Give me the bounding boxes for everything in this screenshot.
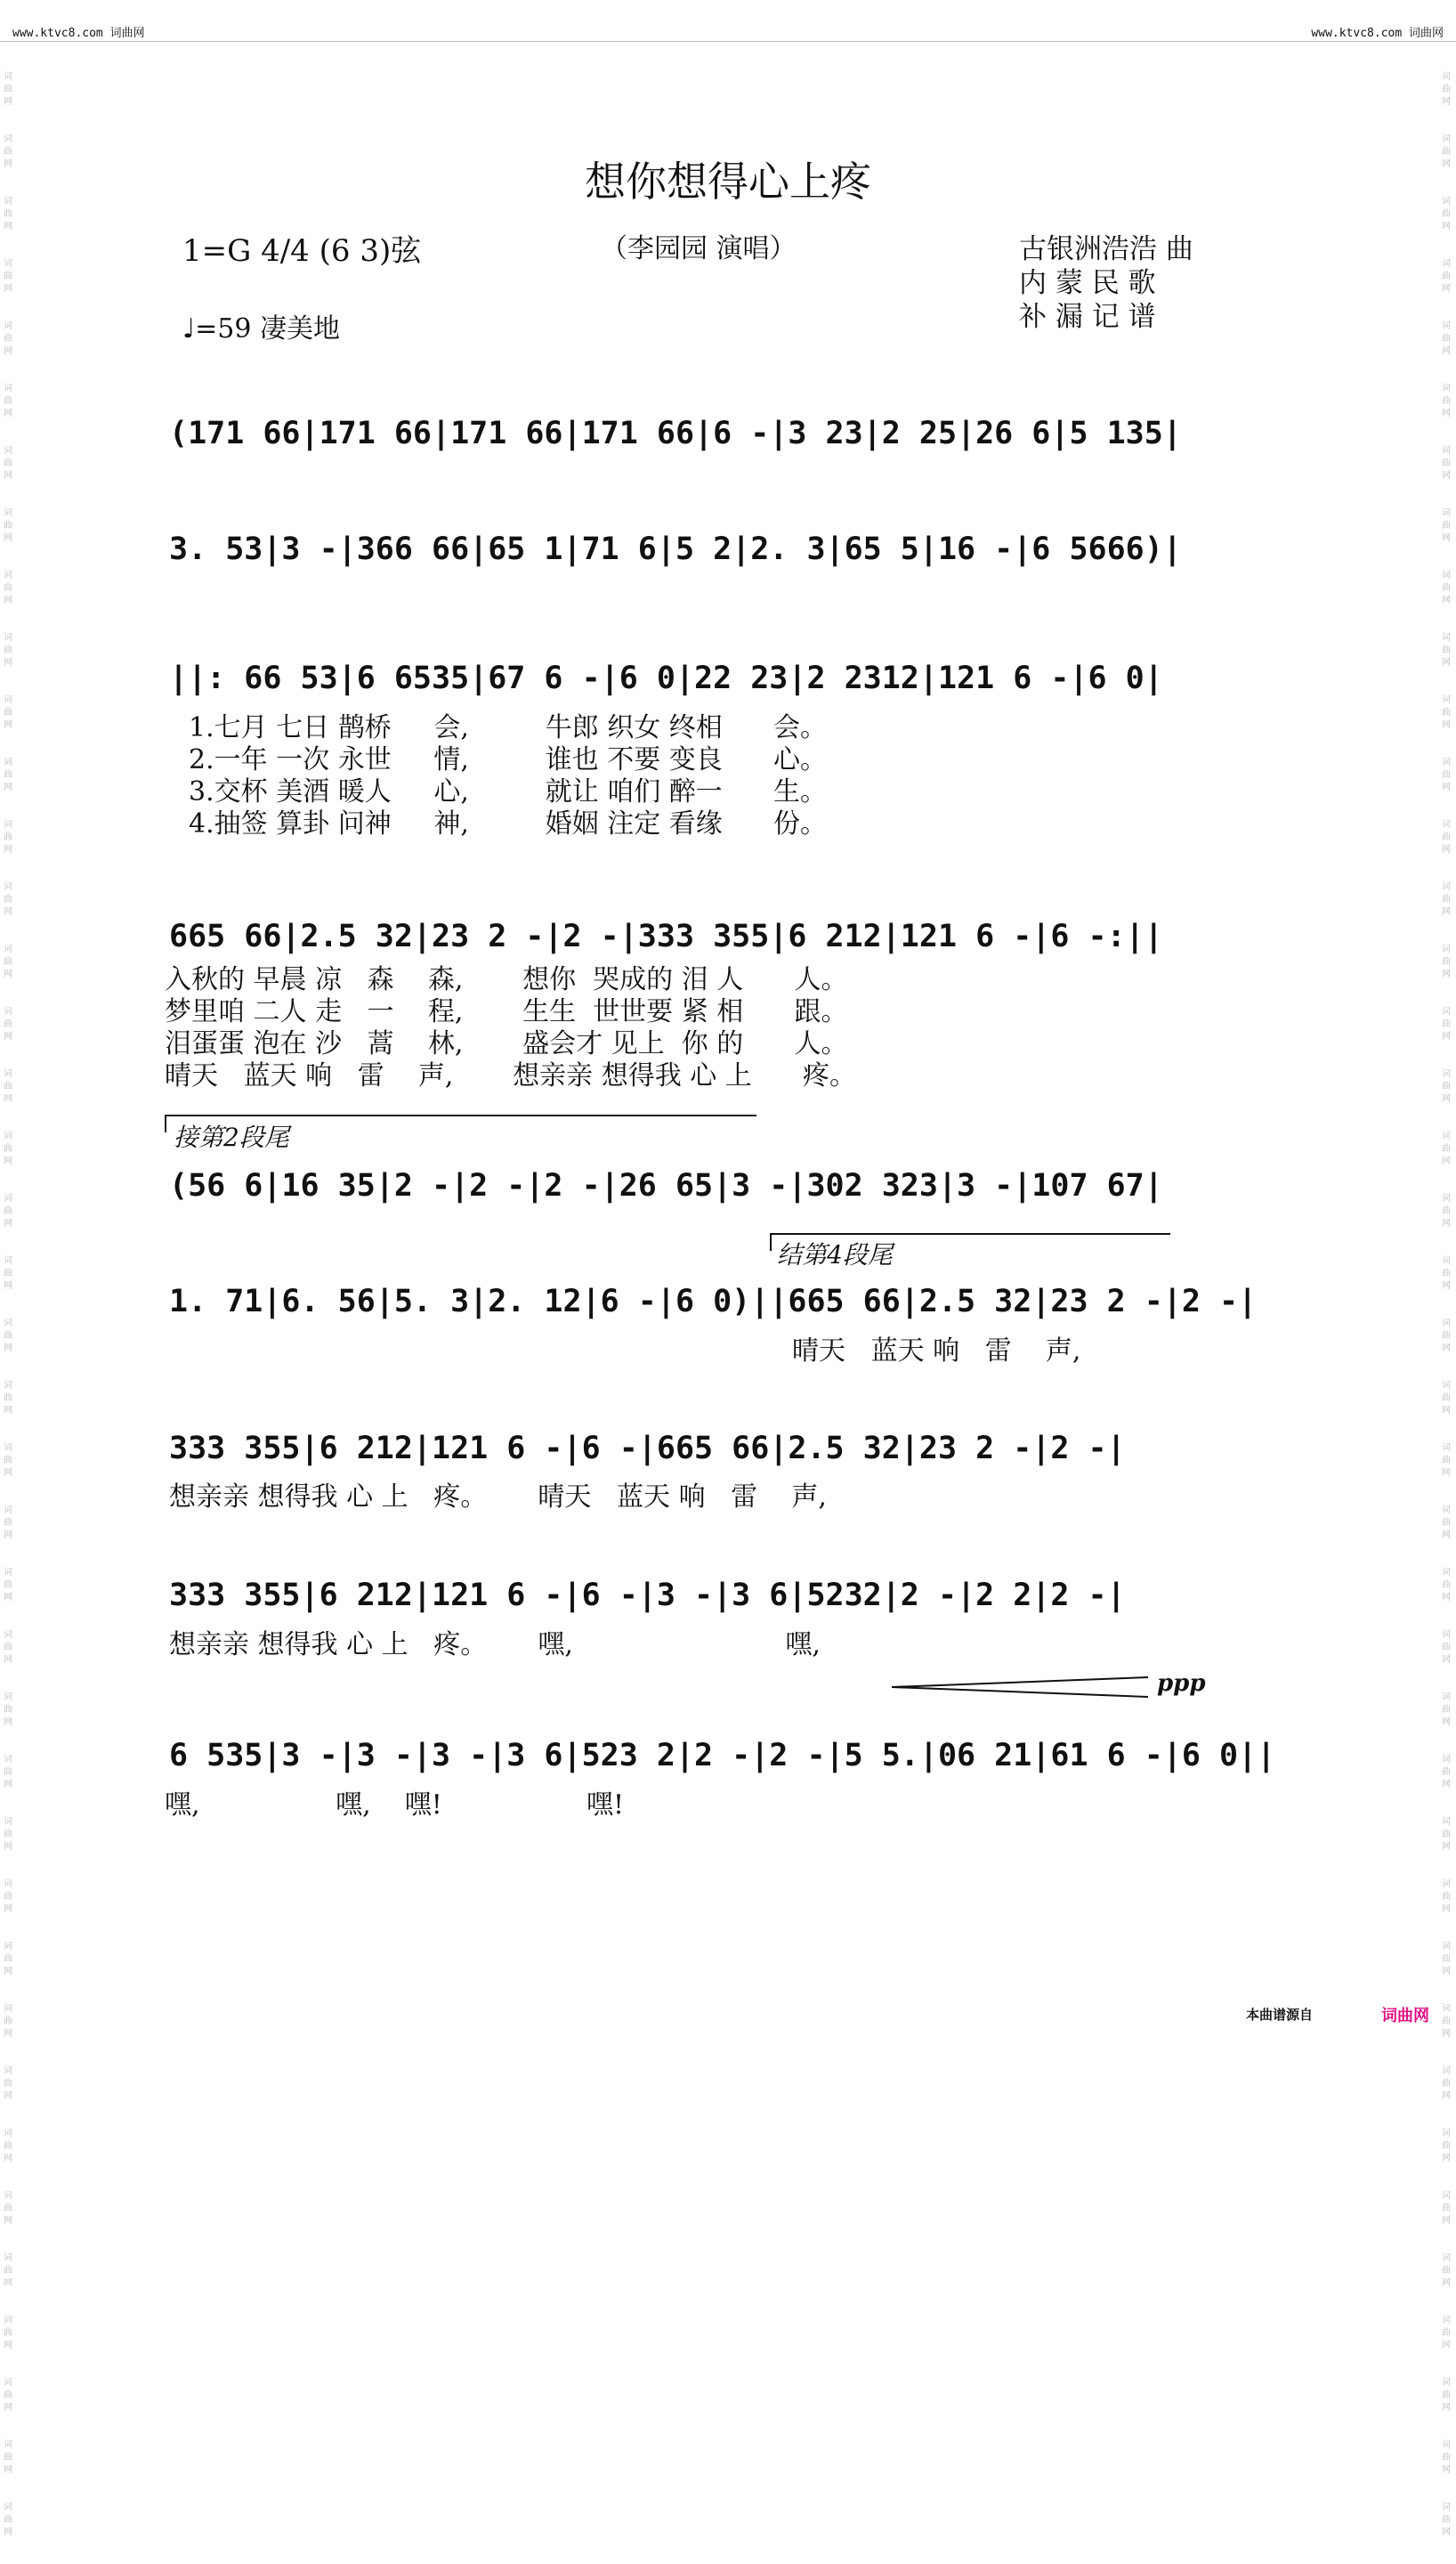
lyric-line-6: 晴天 蓝天 响 雷 声, (792, 1335, 1081, 1367)
verse1-line4: 4.抽签 算卦 问神 神, 婚姻 注定 看缘 份。 (189, 808, 828, 840)
side-watermark-right: 词 曲 网 词 曲 网 词 曲 网 词 曲 网 词 曲 网 词 曲 网 词 曲 网 词 曲 网 词 曲 网 词 曲 网 词 曲 网 词 曲 网 词 曲 网 词 曲 网 词 曲 网 词 曲 网 词 曲 网 词 曲 网 词 曲 网 词 曲 网 词 曲 网 词 曲 网 词 曲 网 词 曲 网 词 曲 网 词 曲 网 词 曲 网 词 曲 网 词 曲 网 词 曲 网 词 曲 网 词 曲 网 词 曲 网 词 曲 网 词 曲 网 词 曲 网 词 曲 网 词 曲 网 词 曲 网 词 曲 网 (1442, 72, 1451, 2537)
score-line-6: 1. 71|6. 56|5. 3|2. 12|6 -|6 0)||665 66|2.5 32|23 2 -|2 -| (169, 1284, 1258, 1319)
watermark-left: www.ktvc8.com 词曲网 (12, 27, 145, 40)
verse1-line3: 3.交杯 美酒 暖人 心, 就让 咱们 醉一 生。 (189, 776, 828, 807)
verse2-line3: 泪蛋蛋 泡在 沙 蒿 林, 盛会才 见上 你 的 人。 (165, 1028, 848, 1059)
watermark-right: www.ktvc8.com 词曲网 (1311, 27, 1444, 40)
footer-logo: 词曲网 (1381, 2007, 1429, 2025)
jump-bracket-1 (165, 1115, 756, 1116)
verse2-line4: 晴天 蓝天 响 雷 声, 想亲亲 想得我 心 上 疼。 (165, 1060, 857, 1091)
score-line-9: 6 535|3 -|3 -|3 -|3 6|523 2|2 -|2 -|5 5.|06 21|61 6 -|6 0|| (169, 1738, 1276, 1773)
verse1-line1: 1.七月 七日 鹊桥 会, 牛郎 织女 终相 会。 (189, 712, 828, 743)
verse2-line1: 入秋的 早晨 凉 森 森, 想你 哭成的 泪 人 人。 (165, 964, 848, 995)
header-divider (0, 41, 1456, 42)
origin-credit: 内 蒙 民 歌 (1019, 267, 1156, 299)
verse1-line2: 2.一年 一次 永世 情, 谁也 不要 变良 心。 (189, 744, 828, 775)
score-line-1: (171 66|171 66|171 66|171 66|6 -|3 23|2 25|26 6|5 135| (169, 416, 1182, 451)
verse2-line2: 梦里咱 二人 走 一 程, 生生 世世要 紧 相 跟。 (165, 996, 848, 1027)
footer-source-text: 本曲谱源自 (1246, 2007, 1314, 2023)
side-watermark-left: 词 曲 网 词 曲 网 词 曲 网 词 曲 网 词 曲 网 词 曲 网 词 曲 网 词 曲 网 词 曲 网 词 曲 网 词 曲 网 词 曲 网 词 曲 网 词 曲 网 词 曲 网 词 曲 网 词 曲 网 词 曲 网 词 曲 网 词 曲 网 词 曲 网 词 曲 网 词 曲 网 词 曲 网 词 曲 网 词 曲 网 词 曲 网 词 曲 网 词 曲 网 词 曲 网 词 曲 网 词 曲 网 词 曲 网 词 曲 网 词 曲 网 词 曲 网 词 曲 网 词 曲 网 词 曲 网 词 曲 网 (4, 72, 12, 2537)
jump-label-1: 接第2段尾 (174, 1123, 289, 1152)
transcriber-credit: 补 漏 记 谱 (1019, 301, 1156, 333)
score-line-2: 3. 53|3 -|366 66|65 1|71 6|5 2|2. 3|65 5|16 -|6 5666)| (169, 531, 1182, 567)
jump-label-2: 结第4段尾 (777, 1240, 893, 1270)
singer-credit: （李园园 演唱） (601, 233, 797, 264)
score-line-7: 333 355|6 212|121 6 -|6 -|665 66|2.5 32|23 2 -|2 -| (169, 1431, 1126, 1466)
lyric-line-7: 想亲亲 想得我 心 上 疼。 晴天 蓝天 响 雷 声, (169, 1481, 827, 1513)
dynamic-marking: ppp (1157, 1670, 1206, 1697)
key-signature: 1=G 4/4 (6 3)弦 (182, 233, 422, 269)
composer-credit: 古银洲浩浩 曲 (1019, 233, 1193, 265)
score-line-8: 333 355|6 212|121 6 -|6 -|3 -|3 6|5232|2 -|2 2|2 -| (169, 1578, 1126, 1613)
decrescendo-hairpin-icon (890, 1672, 1157, 1702)
song-title: 想你想得心上疼 (585, 158, 871, 206)
score-line-3: ||: 66 53|6 6535|67 6 -|6 0|22 23|2 2312|121 6 -|6 0| (169, 661, 1163, 696)
lyric-line-9: 嘿, 嘿, 嘿! 嘿! (165, 1789, 625, 1821)
score-line-4: 665 66|2.5 32|23 2 -|2 -|333 355|6 212|121 6 -|6 -:|| (169, 919, 1163, 954)
score-line-5: (56 6|16 35|2 -|2 -|2 -|26 65|3 -|302 323|3 -|107 67| (169, 1168, 1163, 1204)
lyric-line-8: 想亲亲 想得我 心 上 疼。 嘿, 嘿, (169, 1629, 821, 1660)
tempo-marking: ♩=59 凄美地 (182, 313, 340, 345)
jump-bracket-2 (770, 1233, 1170, 1235)
